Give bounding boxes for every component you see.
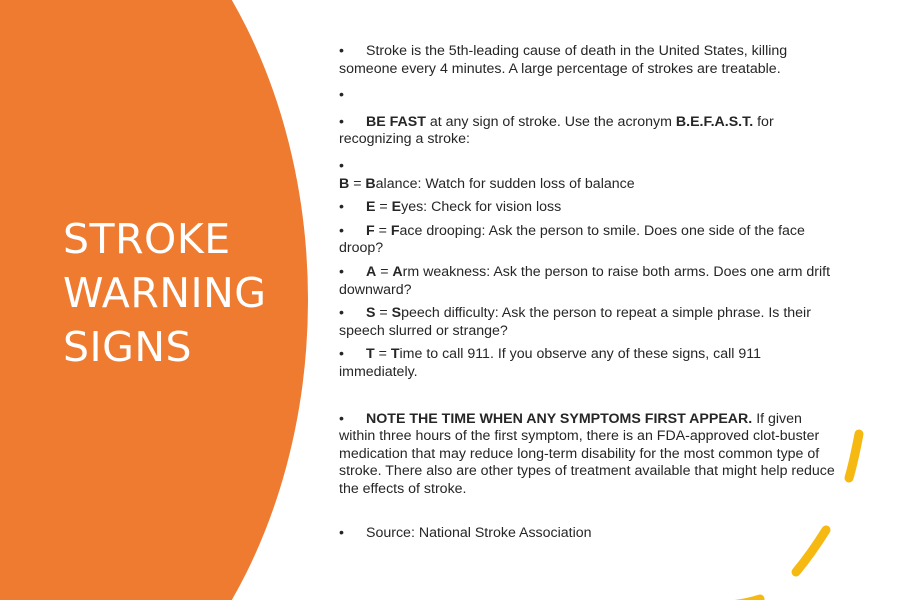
arm-eq: = (376, 263, 393, 280)
yellow-dash-segment (849, 434, 859, 478)
bullet-face (339, 223, 839, 258)
intro-text: Stroke is the 5th-leading cause of death in the United States, killing someone every 4 minutes. A large percentage of strokes are treatable. (339, 43, 788, 77)
bullet-empty (339, 87, 839, 105)
arm-key: A (366, 263, 377, 280)
bullet-dot: • (339, 305, 344, 322)
time-key: T (366, 346, 375, 363)
face-initial: F (390, 222, 400, 239)
bullet-dot: • (339, 346, 344, 363)
balance-initial: B (365, 175, 376, 192)
bullet-dot: • (339, 222, 344, 239)
source-text: Source: National Stroke Association (366, 525, 592, 542)
bullet-dot: • (339, 113, 344, 130)
slide-body (339, 43, 839, 543)
eyes-text: yes: Check for vision loss (401, 199, 562, 216)
befast-lead: BE FAST (366, 113, 426, 130)
bullet-dot: • (339, 410, 344, 427)
balance-text: alance: Watch for sudden loss of balance (375, 175, 635, 192)
speech-key: S (366, 305, 376, 322)
face-key: F (366, 222, 375, 239)
eyes-key: E (366, 199, 376, 216)
bullet-dot: • (339, 157, 344, 174)
note-text: If given within three hours of the first symptom, there is an FDA-approved clot-buster medication that may reduce long-term disability for the most common type of stroke. There also are other types of treatment available that might help reduce the effects of stroke. (339, 410, 835, 497)
speech-eq: = (375, 305, 392, 322)
befast-acronym: B.E.F.A.S.T. (675, 113, 754, 130)
bullet-dot: • (339, 525, 344, 542)
befast-mid: at any sign of stroke. Use the acronym (425, 113, 676, 130)
title-line: SIGNS (63, 323, 193, 371)
befast-tail: for recognizing a stroke: (339, 113, 774, 148)
bullet-time (339, 346, 839, 381)
eyes-eq: = (375, 199, 392, 216)
slide-title (63, 212, 267, 374)
bullet-arm (339, 264, 839, 299)
face-eq: = (374, 222, 391, 239)
time-eq: = (374, 346, 391, 363)
bullet-befast (339, 114, 839, 149)
balance-eq: = (349, 175, 366, 192)
bullet-eyes (339, 199, 839, 217)
bullet-speech (339, 305, 839, 340)
arm-initial: A (392, 263, 403, 280)
balance-key: B (339, 175, 350, 192)
bullet-intro (339, 43, 839, 78)
note-bold: NOTE THE TIME WHEN ANY SYMPTOMS FIRST APPEAR. (366, 410, 753, 427)
speech-text: peech difficulty: Ask the person to repeat a simple phrase. Is their speech slurred or strange? (339, 305, 811, 339)
face-text: ace drooping: Ask the person to smile. Does one side of the face droop? (339, 222, 805, 257)
item-balance (339, 176, 839, 194)
bullet-dot: • (339, 263, 344, 280)
title-line: STROKE (63, 215, 231, 263)
arm-text: rm weakness: Ask the person to raise both arms. Does one arm drift downward? (339, 263, 831, 298)
title-line: WARNING (63, 269, 267, 317)
time-text: ime to call 911. If you observe any of these signs, call 911 immediately. (339, 346, 761, 380)
time-initial: T (390, 346, 400, 363)
bullet-dot: • (339, 199, 344, 216)
bullet-dot: • (339, 43, 344, 59)
bullet-source (339, 525, 839, 543)
eyes-initial: E (391, 199, 402, 216)
speech-initial: S (391, 305, 402, 322)
bullet-note (339, 411, 839, 499)
bullet-empty (339, 158, 839, 176)
bullet-dot: • (339, 87, 344, 104)
